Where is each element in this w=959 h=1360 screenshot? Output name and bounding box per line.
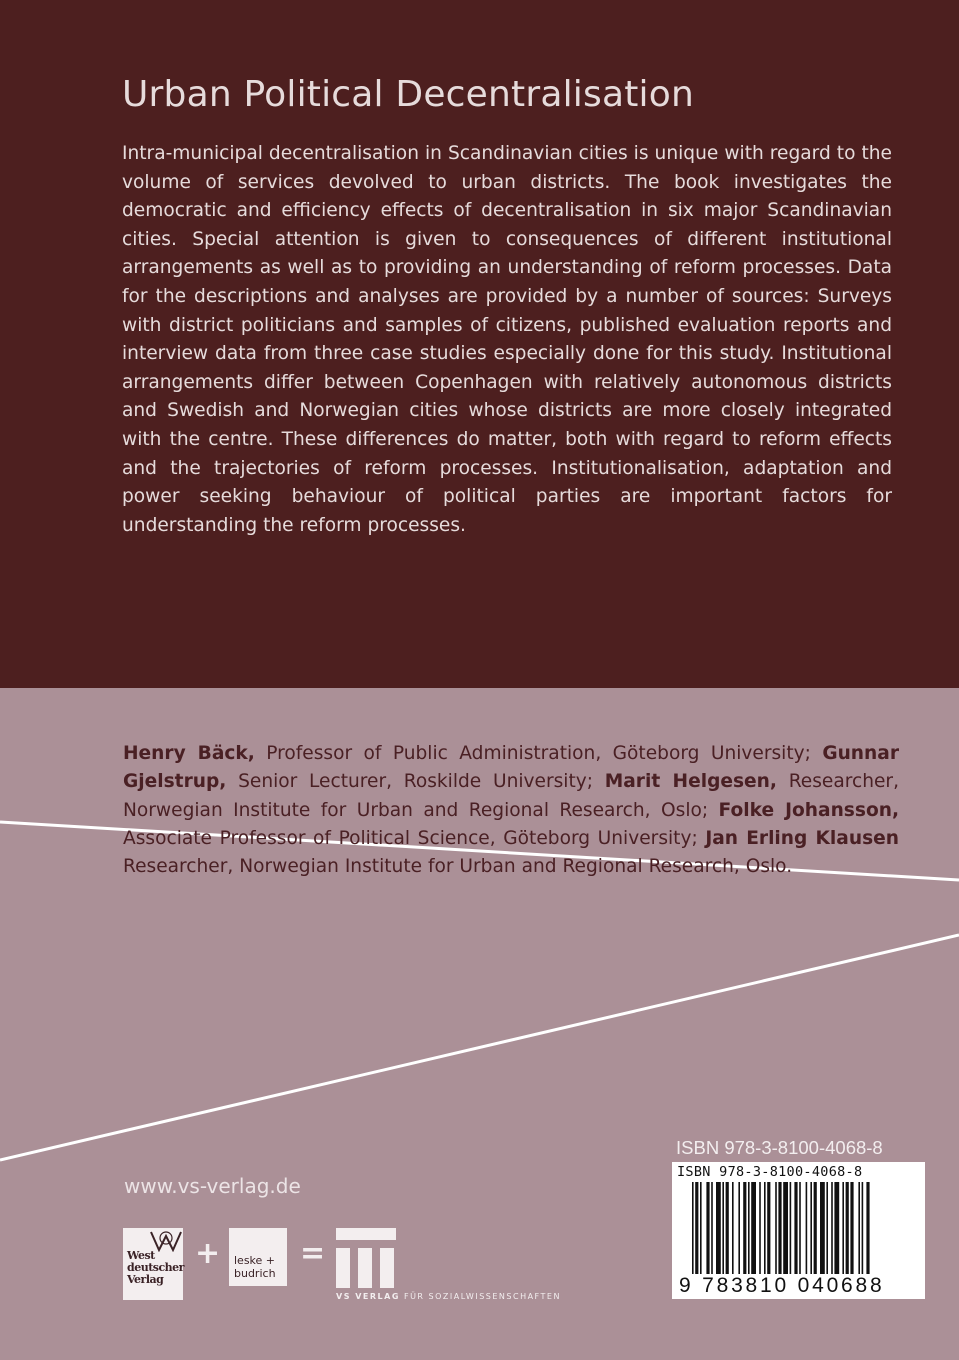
logo2-text: leske + budrich [234, 1254, 276, 1280]
author-role: Professor of Public Administration, Göteborg University; [254, 743, 823, 764]
barcode-bar [716, 1182, 721, 1274]
barcode [672, 1162, 925, 1299]
westdeutscher-verlag-logo [123, 1228, 183, 1300]
barcode-digits: 9 783810 040688 [679, 1274, 885, 1297]
barcode-bar [743, 1182, 746, 1274]
barcode-bar [778, 1182, 781, 1274]
barcode-bar [775, 1182, 777, 1274]
barcode-bar [794, 1182, 797, 1274]
vs-verlag-name-bold: VS VERLAG [336, 1292, 400, 1301]
author-name: Gunnar Gjelstrup, [123, 743, 900, 793]
publisher-url[interactable]: www.vs-verlag.de [124, 1174, 301, 1198]
barcode-bar [846, 1182, 849, 1274]
vs-verlag-name-rest: FÜR SOZIALWISSENSCHAFTEN [399, 1292, 561, 1301]
vs-verlag-name [336, 1292, 561, 1301]
barcode-bar [767, 1182, 770, 1274]
author-name: Jan Erling Klausen [705, 827, 899, 849]
barcode-bar [858, 1182, 860, 1274]
isbn-label: ISBN 978-3-8100-4068-8 [676, 1137, 883, 1158]
author-name: Folke Johansson, [718, 799, 900, 821]
barcode-bar [862, 1182, 864, 1274]
leske-budrich-logo [229, 1228, 287, 1286]
barcode-bar [692, 1182, 694, 1274]
author-role: Associate Professor of Political Science, Göteborg University; [123, 827, 706, 849]
barcode-bar [842, 1182, 844, 1274]
barcode-isbn-text: ISBN 978-3-8100-4068-8 [677, 1164, 863, 1180]
barcode-bar [866, 1182, 869, 1274]
barcode-bar [722, 1182, 724, 1274]
barcode-bar [751, 1182, 756, 1274]
book-title: Urban Political Decentralisation [122, 74, 694, 115]
barcode-bar [810, 1182, 812, 1274]
barcode-bar [711, 1182, 713, 1274]
barcode-bar [820, 1182, 825, 1274]
barcode-bar [695, 1182, 698, 1274]
barcode-bar [706, 1182, 709, 1274]
author-role: Senior Lecturer, Roskilde University; [226, 771, 605, 793]
barcode-bar [700, 1182, 702, 1274]
barcode-bar [738, 1182, 740, 1274]
plus-sign: + [195, 1236, 221, 1271]
barcode-bar [814, 1182, 817, 1274]
logo1-text: West deutscher Verlag [127, 1249, 184, 1286]
barcode-bar [850, 1182, 853, 1274]
barcode-bar [748, 1182, 750, 1274]
barcode-bar [790, 1182, 792, 1274]
barcode-bar [726, 1182, 729, 1274]
author-name: Henry Bäck, [123, 743, 255, 764]
barcode-bar [783, 1182, 788, 1274]
barcode-bar [799, 1182, 801, 1274]
author-role: Researcher, Norwegian Institute for Urban and Regional Research, Oslo. [123, 856, 793, 878]
author-role: Researcher, Norwegian Institute for Urban and Regional Research, Oslo; [123, 771, 899, 821]
vs-verlag-logo-icon [336, 1228, 396, 1288]
barcode-bar [759, 1182, 761, 1274]
barcode-bar [834, 1182, 839, 1274]
barcode-bar [826, 1182, 828, 1274]
author-list [123, 740, 899, 881]
barcode-bar [831, 1182, 833, 1274]
author-name: Marit Helgesen, [604, 771, 777, 793]
equals-sign: = [300, 1236, 326, 1271]
barcode-bar [764, 1182, 766, 1274]
decorative-line-lower [0, 935, 959, 1160]
barcode-bar [806, 1182, 808, 1274]
barcode-bar [732, 1182, 734, 1274]
book-description: Intra-municipal decentralisation in Scandinavian cities is unique with regard to the volume of services devolved to urban districts. The book investigates the democratic and efficiency effects of decentralisation in six major Scandinavian cities. Special attention is given to consequences of different institutional arrangements as well as to providing an understanding of reform processes. Data for the descriptions and analyses are provided by a number of sources: Surveys with district politicians and samples of citizens, published evaluation reports and interview data from three case studies especially done for this study. Institutional arrangements differ between Copenhagen with relatively autonomous districts and Swedish and Norwegian cities whose districts are more closely integrated with the centre. These differences do matter, both with regard to reform effects and the trajectories of reform processes. Institutionalisation, adaptation and power seeking behaviour of political parties are important factors for understanding the reform processes. [122, 143, 892, 536]
